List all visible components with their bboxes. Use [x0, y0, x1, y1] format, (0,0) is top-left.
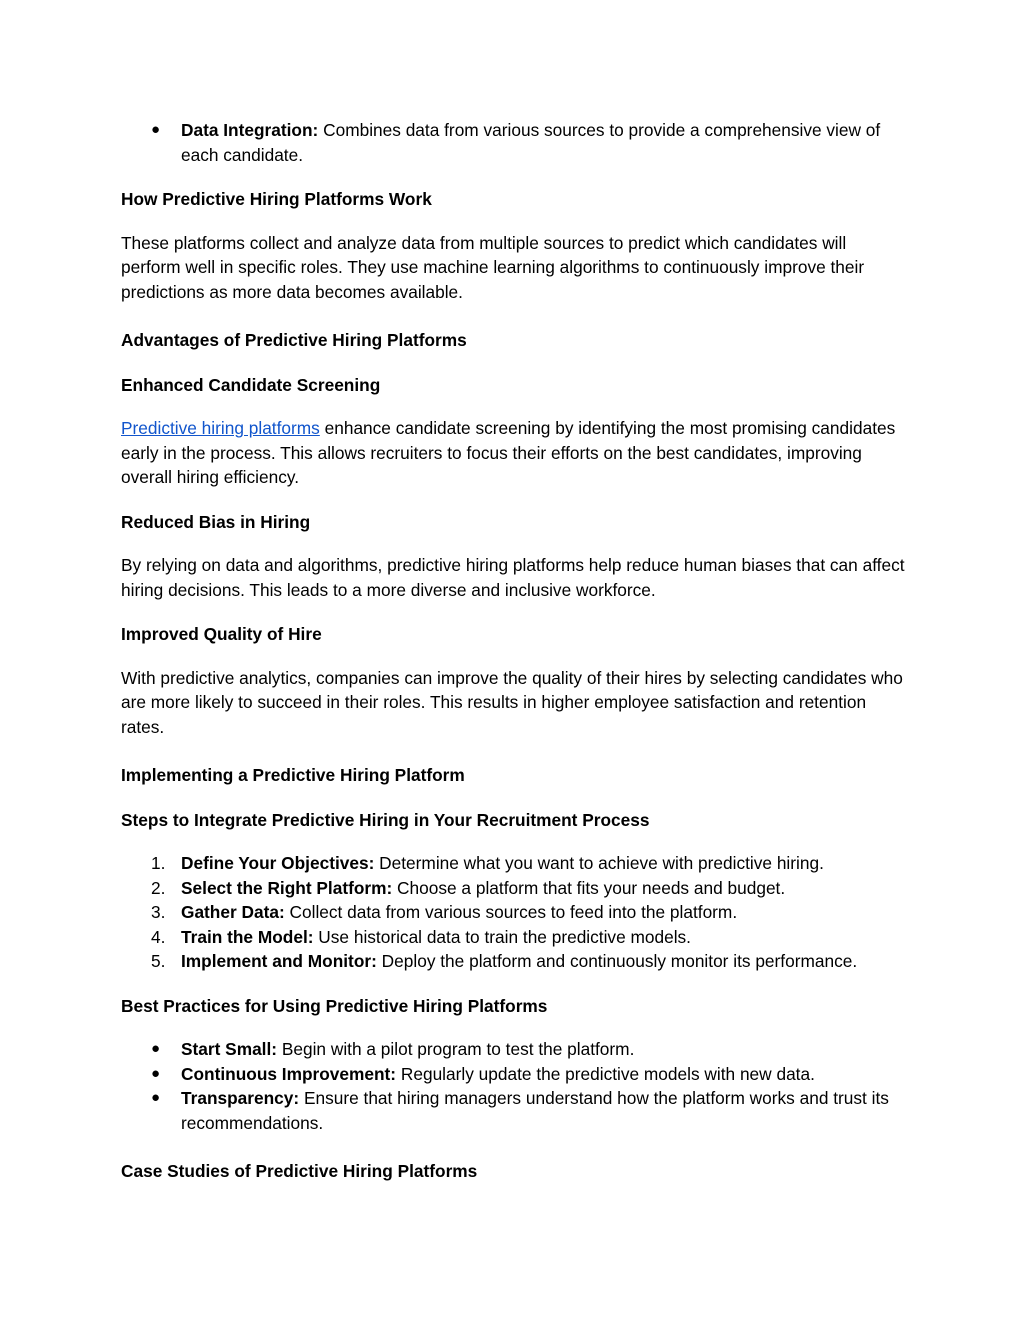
best-practices-list — [121, 1037, 906, 1135]
item-label: Continuous Improvement: — [181, 1063, 397, 1084]
item-text: Combines data from various sources to provide a comprehensive view of each candidate. — [181, 120, 881, 165]
paragraph-how-it-works: These platforms collect and analyze data from multiple sources to predict which candidates will perform well in specific roles. They use machine learning algorithms to continuously improve their predictions as more data becomes available. — [121, 232, 865, 302]
heading-quality-of-hire: Improved Quality of Hire — [121, 624, 322, 644]
bullet-marker: ● — [151, 1089, 161, 1106]
paragraph-reduced-bias: By relying on data and algorithms, predictive hiring platforms help reduce human biases that can affect hiring decisions. This leads to a more diverse and inclusive workforce. — [121, 555, 905, 600]
item-text: Use historical data to train the predictive models. — [313, 926, 691, 947]
paragraph-quality-of-hire: With predictive analytics, companies can improve the quality of their hires by selecting candidates who are more likely to succeed in their roles. This results in higher employee satisfaction and retention rates. — [121, 667, 903, 737]
list-item — [121, 851, 906, 876]
item-label: Data Integration: — [181, 120, 319, 140]
predictive-hiring-link[interactable]: Predictive hiring platforms — [121, 418, 320, 438]
heading-best-practices: Best Practices for Using Predictive Hiring Platforms — [121, 995, 548, 1016]
item-label: Select the Right Platform: — [181, 877, 393, 898]
list-item — [121, 876, 906, 901]
heading-reduced-bias: Reduced Bias in Hiring — [121, 511, 311, 532]
list-item — [121, 900, 906, 925]
item-label: Gather Data: — [181, 902, 285, 922]
item-label: Start Small: — [181, 1039, 278, 1059]
heading-advantages: Advantages of Predictive Hiring Platforms — [121, 330, 467, 350]
item-text: Collect data from various sources to feed into the platform. — [284, 902, 738, 922]
list-item — [121, 925, 906, 950]
list-number: 2. — [151, 877, 166, 898]
list-item — [121, 949, 906, 974]
paragraph-enhanced-screening — [121, 416, 906, 490]
list-number: 1. — [151, 853, 166, 873]
list-number: 3. — [151, 902, 166, 922]
bullet-marker: ● — [151, 1040, 161, 1057]
item-label: Define Your Objectives: — [181, 853, 375, 873]
intro-bullet-list — [121, 118, 906, 167]
list-item — [121, 118, 906, 167]
heading-case-studies: Case Studies of Predictive Hiring Platforms — [121, 1161, 478, 1181]
list-item — [121, 1086, 906, 1135]
heading-enhanced-screening: Enhanced Candidate Screening — [121, 374, 381, 395]
list-number: 4. — [151, 926, 166, 947]
bullet-marker: ● — [151, 1064, 161, 1082]
item-text: Determine what you want to achieve with predictive hiring. — [374, 853, 824, 873]
heading-how-it-works: How Predictive Hiring Platforms Work — [121, 189, 432, 209]
bullet-marker: ● — [151, 121, 161, 138]
heading-integration-steps: Steps to Integrate Predictive Hiring in Your Recruitment Process — [121, 809, 650, 830]
list-number: 5. — [151, 951, 166, 971]
item-label: Transparency: — [181, 1088, 300, 1108]
item-text: Deploy the platform and continuously monitor its performance. — [376, 951, 858, 971]
list-item — [121, 1062, 906, 1087]
item-label: Train the Model: — [181, 926, 314, 947]
item-text: Choose a platform that fits your needs and budget. — [392, 877, 786, 898]
heading-implementing: Implementing a Predictive Hiring Platform — [121, 765, 465, 785]
paragraph-text: enhance candidate screening by identifying the most promising candidates early in the process. This allows recruiters to focus their efforts on the best candidates, improving overall hiring efficiency. — [121, 418, 896, 487]
document-page — [121, 118, 906, 1184]
item-text: Ensure that hiring managers understand how the platform works and trust its recommendations. — [181, 1088, 889, 1133]
list-item — [121, 1037, 906, 1062]
item-text: Begin with a pilot program to test the platform. — [277, 1039, 635, 1059]
item-label: Implement and Monitor: — [181, 951, 377, 971]
item-text: Regularly update the predictive models with new data. — [396, 1063, 815, 1084]
steps-list — [121, 851, 906, 974]
